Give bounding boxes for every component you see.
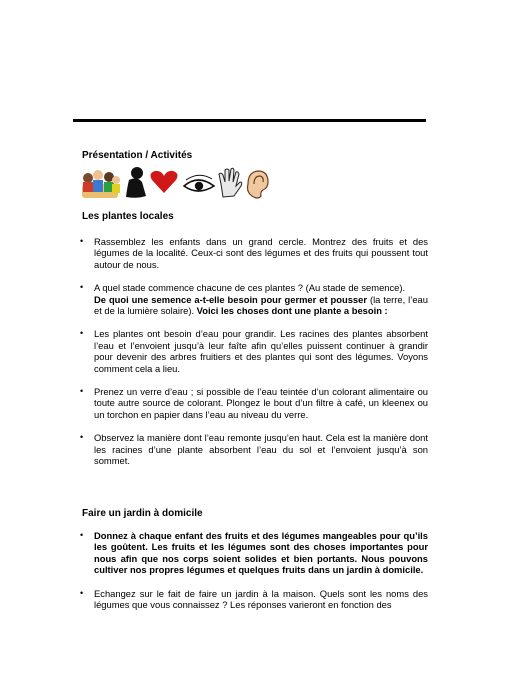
section-heading-home-garden: Faire un jardin à domicile bbox=[82, 508, 203, 519]
eye-icon bbox=[184, 175, 214, 191]
horizontal-rule bbox=[73, 119, 426, 122]
bullet-icon: • bbox=[80, 386, 84, 397]
bullet-icon: • bbox=[80, 432, 84, 443]
list-item-text bbox=[94, 282, 428, 316]
bullet-icon: • bbox=[80, 282, 84, 293]
list-item-bold-part: De quoi une semence a-t-elle besoin pour germer et pousser bbox=[94, 293, 368, 305]
list-item bbox=[82, 328, 428, 374]
list-item-text: Prenez un verre d’eau ; si possible de l’eau teintée d’un colorant alimentaire ou toute autre source de colorant. Plongez le bout d’un filtre à café, un kleenex ou un torchon en papier dans l’eau au niveau du verre. bbox=[94, 386, 428, 420]
list-item-text-part: (la terre, l’eau et de la lumière solaire). bbox=[94, 293, 428, 317]
list-item bbox=[82, 588, 428, 611]
list-item bbox=[82, 530, 428, 576]
bullet-icon: • bbox=[80, 587, 84, 598]
bullet-icon: • bbox=[80, 328, 84, 339]
activity-icons-strip bbox=[82, 166, 272, 200]
group-of-children-icon bbox=[82, 170, 120, 198]
list-item-text: Echangez sur le fait de faire un jardin à la maison. Quels sont les noms des légumes que vous connaissez ? Les réponses varieront en fonction des bbox=[94, 587, 428, 611]
bullet-icon: • bbox=[80, 530, 84, 540]
list-item-text: Les plantes ont besoin d’eau pour grandir. Les racines des plantes absorbent l’eau et l’envoient jusqu’à leur faîte afin qu’elles puissent continuer à grandir pour devenir des arbres fruitiers et des plantes qui sont des légumes. Voyons comment cela a lieu. bbox=[94, 328, 428, 374]
list-item-bold-part: Voici les choses dont une plante a besoin : bbox=[196, 305, 388, 317]
kneeling-person-icon bbox=[126, 167, 146, 198]
bullet-icon: • bbox=[80, 236, 84, 246]
list-item-text: Donnez à chaque enfant des fruits et des légumes mangeables pour qu’ils les goûtent. Les fruits et les légumes sont des choses importantes pour nous afin que nos corps soient solides et bien portants. Nous pouvons cultiver nos propres légumes et quelques fruits dans un jardin à domicile. bbox=[94, 530, 428, 576]
list-item bbox=[82, 236, 428, 270]
list-item bbox=[82, 386, 428, 420]
list-item bbox=[82, 432, 428, 466]
section-heading-local-plants: Les plantes locales bbox=[82, 211, 174, 222]
home-garden-list bbox=[82, 530, 428, 622]
list-item bbox=[82, 282, 428, 316]
list-item-text: Observez la manière dont l’eau remonte jusqu’en haut. Cela est la manière dont les racines d’une plante absorbent l’eau du sol et l’envoient jusqu’à son sommet. bbox=[94, 432, 428, 467]
hand-icon bbox=[219, 168, 242, 197]
local-plants-list bbox=[82, 236, 428, 479]
section-heading-presentation: Présentation / Activités bbox=[82, 150, 193, 161]
ear-icon bbox=[248, 171, 269, 198]
list-item-text-part: A quel stade commence chacune de ces plantes ? (Au stade de semence). bbox=[94, 282, 406, 294]
list-item-text: Rassemblez les enfants dans un grand cercle. Montrez des fruits et des légumes de la localité. Ceux-ci sont des légumes et des fruits qui poussent tout autour de nous. bbox=[94, 236, 428, 270]
heart-icon bbox=[151, 171, 178, 193]
